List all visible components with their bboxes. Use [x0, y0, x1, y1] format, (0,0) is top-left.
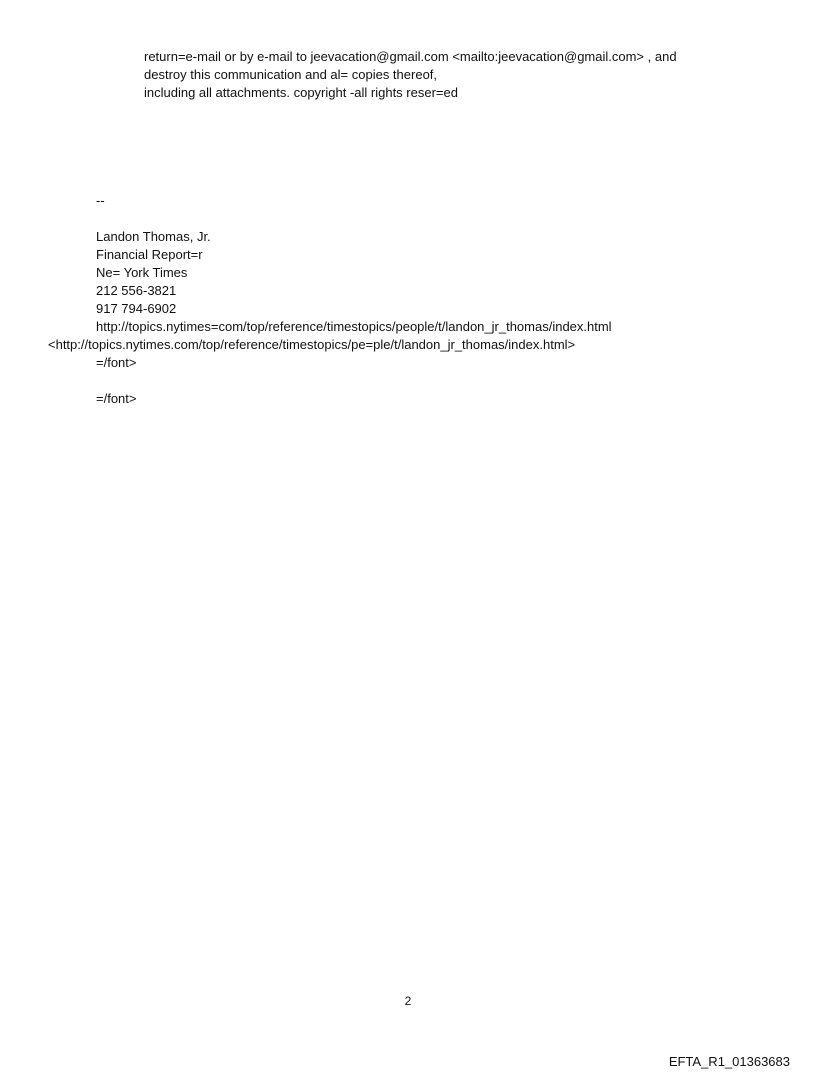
signature-phone-1: 212 556-3821	[96, 283, 177, 298]
signature-organization: Ne= York Times	[96, 265, 188, 280]
quoted-line-1: return=e-mail or by e-mail to jeevacation@gmail.com <mailto:jeevacation@gmail.com> , and	[144, 49, 677, 64]
page-number: 2	[404, 994, 412, 1008]
signature-separator: --	[96, 193, 105, 208]
signature-phone-2: 917 794-6902	[96, 301, 177, 316]
signature-url-1: http://topics.nytimes=com/top/reference/timestopics/people/t/landon_jr_thomas/index.html	[96, 319, 612, 334]
font-close-tag-1: =/font>	[96, 355, 137, 370]
font-close-tag-2: =/font>	[96, 391, 137, 406]
quoted-line-2: destroy this communication and al= copies thereof,	[144, 67, 438, 82]
signature-title: Financial Report=r	[96, 247, 203, 262]
quoted-line-3: including all attachments. copyright -all rights reser=ed	[144, 85, 458, 100]
signature-name: Landon Thomas, Jr.	[96, 229, 211, 244]
signature-url-2: <http://topics.nytimes.com/top/reference/timestopics/pe=ple/t/landon_jr_thomas/index.html>	[48, 337, 576, 352]
bates-number: EFTA_R1_01363683	[668, 1054, 790, 1069]
